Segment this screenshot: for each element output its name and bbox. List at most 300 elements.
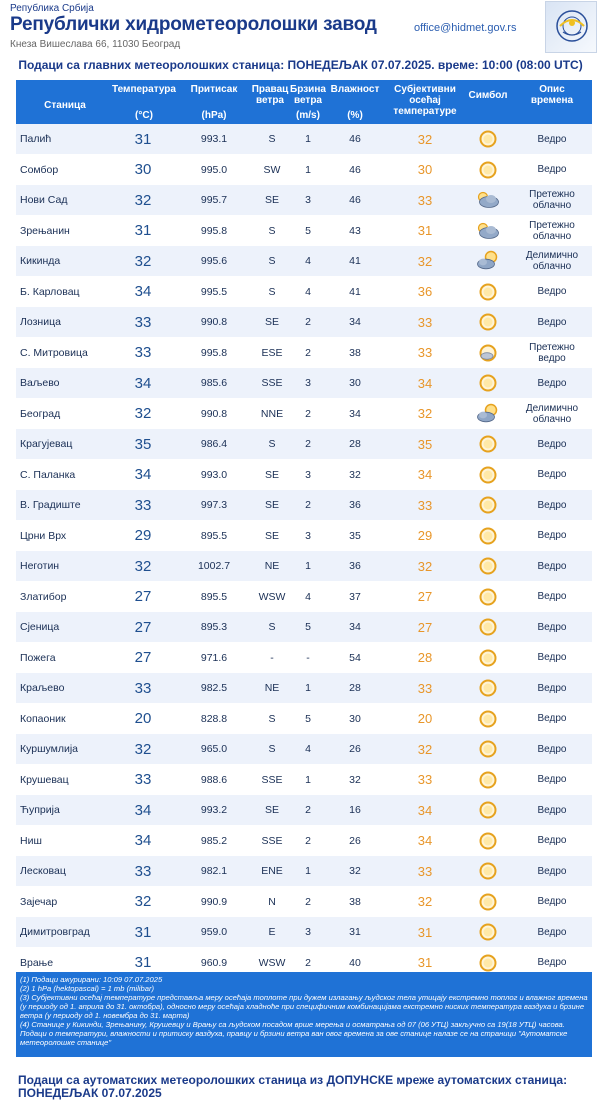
wind-speed-value: 3: [305, 529, 311, 542]
weather-description: [511, 673, 593, 703]
weather-description: [511, 155, 593, 185]
page-header: [0, 0, 601, 60]
weather-symbol: [466, 429, 510, 459]
station-name: Крушевац: [20, 773, 69, 786]
weather-symbol: [466, 551, 510, 581]
weather-description-line-1: Ведро: [537, 804, 567, 816]
weather-description: [511, 612, 593, 642]
weather-description-line-1: Ведро: [537, 743, 567, 755]
supplementary-heading-line-2: ПОНЕДЕЉАК 07.07.2025: [18, 1086, 162, 1100]
feels-like-value: 31: [417, 223, 433, 238]
wind-speed-value: -: [306, 651, 310, 664]
weather-description: [511, 856, 593, 886]
sun-icon: [476, 585, 500, 609]
pressure-value: 828.8: [200, 712, 228, 725]
weather-description: [511, 765, 593, 795]
weather-description-line-2: облачно: [532, 200, 572, 211]
wind-speed-value: 2: [305, 316, 311, 328]
note-4: (4) Станице у Кикинди, Зрењанину, Крушевцу и Врању са људском посадом врше мерења и осматрања од 07 (06 УТЦ) закључно са 19(18 УТЦ) часова.: [20, 1020, 565, 1029]
station-name: Краљево: [20, 682, 65, 694]
email-link[interactable]: office@hidmet.gov.rs: [414, 22, 517, 34]
station-name: Лесковац: [20, 865, 66, 877]
weather-description-line-1: Ведро: [537, 286, 567, 297]
table-row: [16, 856, 592, 887]
weather-description-line-1: Ведро: [537, 835, 567, 846]
humidity-value: 36: [349, 560, 361, 572]
station-name: Палић: [20, 133, 52, 145]
temperature-value: 33: [134, 313, 152, 331]
note-1: (1) Подаци ажурирани: 10:09 07.07.2025: [20, 975, 163, 984]
weather-description: [511, 185, 593, 215]
weather-description: [511, 734, 593, 764]
header-humidity-unit: (%): [347, 110, 363, 121]
weather-symbol: [466, 734, 510, 764]
feels-like-value: 20: [417, 711, 433, 726]
country-name: Република Србија: [10, 3, 94, 14]
wind-direction-value: S: [268, 133, 276, 145]
table-row: [16, 277, 592, 308]
header-feel-1: Субјективни: [394, 84, 456, 95]
feels-like-value: 27: [417, 589, 433, 604]
wind-direction-value: S: [268, 285, 276, 298]
wind-speed-value: 2: [305, 895, 311, 908]
weather-description: [511, 216, 593, 246]
station-name: Зајечар: [20, 895, 58, 908]
temperature-value: 32: [134, 252, 152, 270]
pressure-value: 959.0: [200, 926, 228, 938]
weather-description: [511, 521, 593, 551]
temperature-value: 34: [134, 801, 152, 819]
feels-like-value: 33: [417, 497, 433, 513]
table-row: [16, 399, 592, 430]
wind-direction-value: SSE: [261, 773, 283, 786]
temperature-value: 31: [134, 923, 152, 941]
pressure-value: 982.5: [200, 682, 228, 694]
feels-like-value: 33: [417, 345, 433, 360]
weather-symbol: [466, 277, 510, 307]
weather-description-line-1: Ведро: [537, 469, 567, 480]
pressure-value: 995.7: [200, 194, 228, 206]
humidity-value: 30: [349, 712, 361, 725]
weather-symbol: [466, 185, 510, 215]
weather-description-line-1: Претежно: [529, 189, 575, 200]
sun-icon: [476, 127, 500, 151]
feels-like-value: 27: [417, 619, 433, 635]
weather-description-line-1: Ведро: [537, 499, 567, 511]
table-row: [16, 826, 592, 857]
wind-speed-value: 3: [305, 926, 311, 938]
station-name: Пожега: [20, 651, 56, 664]
weather-description-line-1: Ведро: [537, 377, 567, 389]
wind-speed-value: 1: [305, 560, 311, 572]
table-row: [16, 673, 592, 704]
temperature-value: 27: [134, 588, 152, 605]
wind-speed-value: 2: [305, 804, 311, 816]
sun-icon: [476, 493, 500, 517]
station-name: Нови Сад: [20, 194, 68, 206]
pressure-value: 995.5: [200, 285, 228, 298]
wind-direction-value: N: [268, 895, 276, 908]
temperature-value: 34: [134, 283, 152, 300]
wind-direction-value: E: [268, 926, 276, 938]
note-3: (3) Субјективни осећај температуре представља меру осећаја топлоте при дужем излагању људског тела утицају екстремно топлог и влажног времена (у периоду од 1. априла до 31. октобра), односно меру осећаја хладноће при специфичним комбинацијама екстремно ниских температура ваздуха и брзине ветра (у периоду од 1. новембра до 31. марта): [20, 993, 588, 1020]
weather-description: [511, 460, 593, 490]
weather-description: [511, 277, 593, 307]
feels-like-value: 33: [417, 314, 433, 330]
sun-icon: [476, 554, 500, 578]
wind-speed-value: 4: [305, 590, 311, 603]
temperature-value: 27: [134, 649, 152, 666]
header-feel-3: температуре: [393, 106, 457, 117]
wind-speed-value: 2: [305, 499, 311, 511]
header-temp-unit: (°C): [135, 110, 153, 121]
wind-direction-value: S: [268, 438, 276, 450]
weather-description: [511, 399, 593, 429]
wind-speed-value: 2: [305, 407, 311, 420]
pressure-value: 990.8: [200, 316, 228, 328]
station-name: Зрењанин: [20, 224, 70, 237]
humidity-value: 43: [349, 224, 361, 237]
weather-symbol: [466, 704, 510, 734]
header-direction-2: ветра: [255, 95, 284, 106]
header-station: Станица: [44, 100, 86, 111]
humidity-value: 37: [349, 590, 361, 603]
weather-description-line-1: Претежно: [529, 341, 575, 353]
sun-icon: [476, 707, 500, 731]
feels-like-value: 32: [417, 741, 433, 757]
weather-symbol: [466, 338, 510, 368]
weather-symbol: [466, 155, 510, 185]
weather-description: [511, 368, 593, 398]
table-row: [16, 246, 592, 277]
sun-icon: [476, 676, 500, 700]
header-speed-1: Брзина: [290, 84, 326, 95]
pressure-value: 965.0: [200, 743, 228, 755]
feels-like-value: 33: [417, 680, 433, 696]
weather-description-line-1: Ведро: [537, 560, 567, 572]
weather-description: [511, 887, 593, 917]
humidity-value: 40: [349, 956, 361, 969]
weather-symbol: [466, 124, 510, 154]
humidity-value: 26: [349, 834, 361, 847]
sun-icon: [476, 951, 500, 975]
temperature-value: 31: [134, 130, 152, 148]
pressure-value: 895.3: [200, 621, 228, 633]
weather-symbol: [466, 673, 510, 703]
feels-like-value: 32: [417, 406, 433, 421]
partly-cloudy-icon: [476, 402, 500, 426]
weather-symbol: [466, 795, 510, 825]
station-name: Београд: [20, 407, 61, 420]
table-row: [16, 429, 592, 460]
weather-description-line-1: Ведро: [537, 865, 567, 877]
station-name: Ваљево: [20, 377, 60, 389]
temperature-value: 31: [134, 954, 152, 971]
weather-symbol: [466, 887, 510, 917]
temperature-value: 31: [134, 222, 152, 239]
feels-like-value: 36: [417, 284, 433, 299]
wind-speed-value: 1: [305, 133, 311, 145]
weather-description-line-2: облачно: [532, 230, 572, 242]
temperature-value: 34: [134, 374, 152, 392]
humidity-value: 36: [349, 499, 361, 511]
wind-direction-value: SE: [264, 316, 279, 328]
station-name: С. Паланка: [20, 468, 76, 481]
weather-description-line-1: Ведро: [537, 133, 567, 145]
pressure-value: 986.4: [200, 438, 228, 450]
table-body: [16, 124, 592, 978]
weather-description-line-1: Ведро: [537, 316, 567, 328]
pressure-value: 985.6: [200, 377, 228, 389]
humidity-value: 32: [349, 468, 361, 481]
weather-description-line-1: Делимично: [525, 250, 579, 261]
sun-icon: [476, 432, 500, 456]
weather-description: [511, 429, 593, 459]
wind-speed-value: 5: [305, 621, 311, 633]
humidity-value: 46: [349, 194, 361, 206]
table-row: [16, 643, 592, 674]
sun-icon: [476, 859, 500, 883]
weather-description-line-1: Ведро: [537, 652, 567, 663]
table-row: [16, 917, 592, 948]
temperature-value: 27: [134, 618, 152, 636]
weather-description-line-1: Ведро: [537, 926, 567, 938]
temperature-value: 32: [134, 893, 152, 910]
weather-description: [511, 307, 593, 337]
table-row: [16, 460, 592, 491]
wind-speed-value: 4: [305, 285, 311, 298]
weather-description-line-1: Ведро: [537, 591, 567, 602]
header-description-1: Опис: [539, 84, 565, 95]
temperature-value: 33: [134, 771, 152, 788]
temperature-value: 20: [134, 710, 152, 727]
table-row: [16, 368, 592, 399]
weather-description-line-2: облачно: [532, 261, 572, 272]
mostly-clear-icon: [476, 341, 500, 365]
pressure-value: 960.9: [200, 956, 228, 969]
weather-description-line-1: Ведро: [537, 896, 567, 907]
table-row: [16, 765, 592, 796]
feels-like-value: 32: [417, 253, 433, 269]
header-speed-unit: (m/s): [296, 110, 320, 121]
pressure-value: 997.3: [200, 499, 228, 511]
weather-symbol: [466, 216, 510, 246]
station-name: Б. Карловац: [20, 285, 80, 298]
wind-direction-value: S: [268, 255, 276, 267]
humidity-value: 41: [349, 255, 361, 267]
feels-like-value: 34: [417, 467, 433, 482]
report-subtitle: Подаци са главних метеоролошких станица: ПОНЕДЕЉАК 07.07.2025. време: 10:00 (08:00 UTC): [18, 58, 583, 72]
wind-speed-value: 5: [305, 712, 311, 725]
partly-cloudy-icon: [476, 249, 500, 273]
feels-like-value: 29: [417, 528, 433, 543]
feels-like-value: 28: [417, 650, 433, 665]
wind-speed-value: 5: [305, 224, 311, 237]
wind-direction-value: NNE: [260, 407, 284, 420]
sun-icon: [476, 920, 500, 944]
table-row: [16, 612, 592, 643]
wind-direction-value: S: [268, 621, 276, 633]
notes-box: [16, 972, 592, 1057]
feels-like-value: 34: [417, 802, 433, 818]
weather-symbol: [466, 765, 510, 795]
station-name: Црни Врх: [20, 529, 67, 542]
wind-direction-value: -: [270, 651, 274, 664]
sun-icon: [476, 829, 500, 853]
pressure-value: 895.5: [200, 529, 228, 542]
weather-description-line-1: Претежно: [529, 219, 575, 231]
feels-like-value: 32: [417, 894, 433, 909]
sun-icon: [476, 371, 500, 395]
supplementary-heading-line-1: Подаци са аутоматских метеоролошких станица из ДОПУНСКЕ мреже аутоматских станица:: [18, 1073, 568, 1087]
humidity-value: 34: [349, 621, 361, 633]
humidity-value: 26: [349, 743, 361, 755]
feels-like-value: 33: [417, 192, 433, 208]
header-humidity: Влажност: [330, 84, 380, 95]
station-name: Ниш: [20, 834, 42, 847]
temperature-value: 35: [134, 435, 152, 453]
sun-icon: [476, 158, 500, 182]
humidity-value: 28: [349, 438, 361, 450]
weather-description: [511, 795, 593, 825]
temperature-value: 32: [134, 740, 152, 758]
wind-direction-value: S: [268, 712, 276, 725]
humidity-value: 54: [349, 651, 361, 664]
temperature-value: 33: [134, 496, 152, 514]
organization-address: Кнеза Вишеслава 66, 11030 Београд: [10, 39, 181, 50]
sun-icon: [476, 280, 500, 304]
pressure-value: 995.6: [200, 255, 228, 267]
table-row: [16, 216, 592, 247]
weather-description-line-2: ведро: [538, 352, 566, 364]
wind-direction-value: SSE: [261, 377, 283, 389]
table-row: [16, 887, 592, 918]
wind-speed-value: 2: [305, 438, 311, 450]
feels-like-value: 33: [417, 863, 433, 879]
header-pressure-unit: (hPa): [201, 110, 227, 121]
temperature-value: 32: [134, 557, 152, 575]
sun-icon: [476, 768, 500, 792]
pressure-value: 995.8: [200, 346, 228, 359]
note-5: Подаци о температури, влажности и притиску ваздуха, правцу и брзини ветра ван овог времена за ове станице налазе се на страници "Аутоматске метеоролошке станице": [20, 1029, 568, 1047]
wind-speed-value: 4: [305, 743, 311, 755]
table-row: [16, 307, 592, 338]
wind-direction-value: WSW: [258, 590, 286, 603]
pressure-value: 985.2: [200, 834, 228, 847]
wind-speed-value: 4: [305, 255, 311, 267]
table-row: [16, 582, 592, 613]
station-name: С. Митровица: [20, 346, 88, 359]
pressure-value: 990.8: [200, 407, 228, 420]
feels-like-value: 31: [417, 955, 433, 970]
humidity-value: 35: [349, 529, 361, 542]
wind-speed-value: 3: [305, 194, 311, 206]
humidity-value: 34: [349, 407, 361, 420]
weather-description: [511, 124, 593, 154]
weather-symbol: [466, 826, 510, 856]
wind-speed-value: 1: [305, 682, 311, 694]
rhmz-logo[interactable]: [545, 1, 597, 53]
table-row: [16, 734, 592, 765]
mostly-cloudy-icon: [476, 219, 500, 243]
pressure-value: 971.6: [200, 651, 228, 664]
temperature-value: 29: [134, 527, 152, 544]
weather-description-line-1: Ведро: [537, 530, 567, 541]
humidity-value: 30: [349, 377, 361, 389]
table-row: [16, 338, 592, 369]
station-name: Копаоник: [20, 712, 66, 725]
weather-description: [511, 826, 593, 856]
header-pressure: Притисак: [190, 84, 238, 95]
station-name: Сјеница: [20, 621, 60, 633]
wind-speed-value: 2: [305, 346, 311, 359]
wind-direction-value: SW: [263, 163, 281, 176]
sun-icon: [476, 463, 500, 487]
wind-direction-value: SE: [264, 499, 279, 511]
station-name: Димитровград: [20, 926, 90, 938]
header-description-2: времена: [530, 95, 574, 106]
table-row: [16, 490, 592, 521]
humidity-value: 31: [349, 926, 361, 938]
station-name: В. Градиште: [20, 499, 81, 511]
pressure-value: 995.0: [200, 163, 228, 176]
station-name: Куршумлија: [20, 743, 79, 755]
pressure-value: 1002.7: [197, 560, 231, 572]
wind-direction-value: SE: [264, 804, 279, 816]
weather-description-line-1: Ведро: [537, 682, 567, 694]
weather-symbol: [466, 368, 510, 398]
weather-description-line-2: облачно: [532, 413, 572, 425]
feels-like-value: 34: [417, 833, 433, 848]
humidity-value: 16: [349, 804, 361, 816]
weather-symbol: [466, 917, 510, 947]
temperature-value: 32: [134, 191, 152, 209]
table-row: [16, 795, 592, 826]
feels-like-value: 32: [417, 558, 433, 574]
sun-icon: [476, 310, 500, 334]
wind-direction-value: NE: [264, 682, 280, 694]
wind-direction-value: ENE: [261, 865, 283, 877]
station-name: Кикинда: [20, 255, 61, 267]
logo-emblem-icon: [546, 2, 598, 54]
wind-direction-value: ESE: [261, 346, 283, 359]
sun-icon: [476, 646, 500, 670]
weather-description: [511, 246, 593, 276]
table-row: [16, 155, 592, 186]
organization-title: Републички хидрометеоролошки завод: [10, 14, 377, 35]
wind-speed-value: 3: [305, 468, 311, 481]
humidity-value: 46: [349, 163, 361, 176]
sun-icon: [476, 615, 500, 639]
header-temp: Температура: [112, 84, 176, 95]
wind-direction-value: S: [268, 743, 276, 755]
feels-like-value: 32: [417, 131, 433, 147]
wind-speed-value: 3: [305, 377, 311, 389]
pressure-value: 993.2: [200, 804, 228, 816]
weather-description-line-1: Ведро: [537, 438, 567, 450]
supplementary-heading: [18, 1074, 588, 1100]
sun-icon: [476, 798, 500, 822]
wind-speed-value: 1: [305, 773, 311, 786]
table-header: [16, 80, 592, 124]
weather-symbol: [466, 856, 510, 886]
station-name: Крагујевац: [20, 438, 73, 450]
note-2: (2) 1 hPa (hektopascal) = 1 mb (milibar): [20, 984, 154, 993]
humidity-value: 32: [349, 865, 361, 877]
weather-description-line-1: Ведро: [537, 957, 567, 968]
humidity-value: 28: [349, 682, 361, 694]
weather-description-line-1: Ведро: [537, 621, 567, 633]
